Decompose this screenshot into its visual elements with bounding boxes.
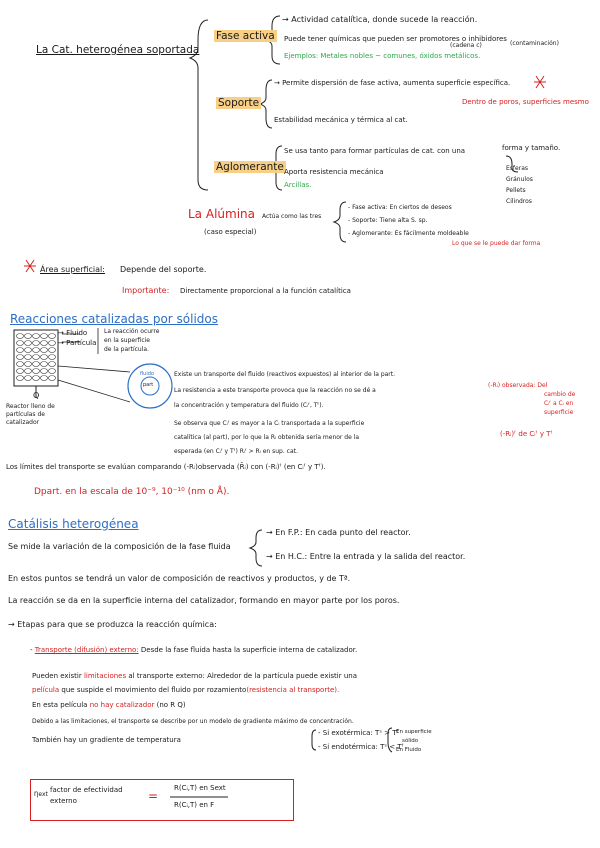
soporte-line1: → Permite dispersión de fase activa, aumenta superficie específica.: [274, 79, 511, 87]
label-fase-activa: Fase activa: [216, 30, 275, 42]
alumina-item-3: - Aglomerante: Es fácilmente moldeable: [348, 230, 469, 237]
reactor-caption-1: Reactor lleno de: [6, 403, 55, 410]
side-note-1: La reacción ocurre: [104, 328, 160, 335]
section-title-reacciones: Reacciones catalizadas por sólidos: [10, 312, 219, 326]
alumina-item-1: - Fase activa: En ciertos de deseos: [348, 204, 452, 211]
side-note-2: en la superficie: [104, 337, 150, 344]
eta-prefix: Ƞext: [34, 791, 48, 798]
alumina-desc2: (caso especial): [204, 228, 257, 236]
s3-tambien: También hay un gradiente de temperatura: [32, 736, 181, 744]
form-granulos: Gránulos: [506, 176, 533, 183]
s3-debido: Debido a las limitaciones, el transporte se describe por un modelo de gradiente máximo de concentración.: [32, 718, 354, 725]
s3-pelicula-text: que suspide el movimiento del fluido por rozamiento: [61, 686, 247, 694]
area-text: Depende del soporte.: [120, 265, 207, 274]
side-note-3: de la partícula.: [104, 346, 149, 353]
aglomerante-line1-end: forma y tamaño.: [502, 144, 561, 152]
s3-enesta-red: no hay catalizador: [89, 701, 155, 709]
red-right-2: cambio de: [544, 391, 576, 398]
s3-pelicula: [32, 686, 339, 694]
s3-hc: → En H.C.: Entre la entrada y la salida del reactor.: [266, 552, 466, 561]
s3-plim: [32, 672, 357, 680]
s3-plim-red: limitaciones: [83, 672, 127, 680]
alumina-title: La Alúmina: [188, 207, 255, 221]
section-title-catalisis: Catálisis heterogénea: [8, 517, 139, 531]
form-cilindros: Cilindros: [506, 198, 532, 205]
s3-plim-a: Pueden existir: [32, 672, 82, 680]
importante-label: Importante:: [122, 286, 170, 295]
alumina-item-2: - Soporte: Tiene alta S. sp.: [348, 217, 428, 224]
s3-item1: - Transporte (difusión) externo: Desde la fase fluida hasta la superficie interna de catalizador.: [30, 646, 358, 654]
red-right-3: Cᵢᶠ a Cᵢ en: [544, 400, 574, 407]
form-pellets: Pellets: [506, 187, 526, 194]
area-label: Área superficial:: [40, 265, 105, 274]
fase-activa-line1: → Actividad catalítica, donde sucede la reacción.: [282, 15, 478, 24]
fase-activa-note-a: (cadena c): [450, 42, 482, 49]
reactor-caption-2: partículas de: [6, 411, 45, 418]
fase-activa-examples: Ejemplos: Metales nobles ~ comunes, óxidos metálicos.: [284, 52, 481, 60]
red-right-2b: (-Rᵢ)ᶠ de Cᵢᶠ y Tᶠ: [500, 430, 553, 438]
s3-pelicula-red: película: [32, 686, 60, 694]
label-particula: → Partícula: [58, 339, 97, 347]
s3-item1-red: Transporte (difusión) externo:: [34, 646, 139, 654]
s3-side-2: sólido: [402, 738, 419, 744]
s3-endo: - Si endotérmica: Tˢ < Tᶠ: [318, 743, 404, 751]
p1-line3: la concentración y temperatura del fluido (Cᵢᶠ, Tᶠ).: [174, 402, 324, 409]
eta-denominator: R(Cᵢ,T) en F: [174, 801, 215, 809]
aglomerante-line1: Se usa tanto para formar partículas de cat. con una: [284, 147, 466, 155]
soporte-red-note: Dentro de poros, superficies mesmo: [462, 98, 589, 106]
q-label: Q: [33, 391, 40, 400]
eta-label-2: externo: [50, 797, 77, 805]
s3-intro: Se mide la variación de la composición de la fase fluida: [8, 542, 231, 551]
p2-line2: catalítica (al part), por lo que la Rᵢ obtenida sería menor de la: [174, 434, 360, 441]
eta-label-1: factor de efectividad: [50, 786, 123, 794]
s3-enesta-a: En esta película: [32, 701, 88, 709]
reactor-caption-3: catalizador: [6, 419, 40, 426]
s3-enesta: [32, 701, 186, 709]
soporte-line2: Estabilidad mecánica y térmica al cat.: [274, 116, 408, 124]
s3-exo: - Si exotérmica: Tˢ > Tᶠ: [318, 729, 399, 737]
p2-line3: esperada (en Cᵢᶠ y Tᶠ) Rᵢᶠ > Rᵢ en sup. cat.: [174, 448, 298, 455]
aglomerante-line3: Arcillas.: [284, 181, 312, 189]
label-soporte: Soporte: [218, 97, 260, 109]
circle-label-fluido: fluido: [140, 371, 154, 377]
aglomerante-line2: Aporta resistencia mecánica: [284, 168, 384, 176]
p1-line1: Existe un transporte del fluido (reactivos expuestos) al interior de la part.: [174, 371, 396, 378]
s3-line2: En estos puntos se tendrá un valor de composición de reactivos y productos, y de Tª.: [8, 574, 351, 583]
p2-line1: Se observa que Cᵢᶠ es mayor a la Cᵢ transportada a la superficie: [174, 420, 365, 427]
line-limits: Los límites del transporte se evalúan comparando (-Rᵢ)observada (R̄ᵢ) con (-Rᵢ)ᶠ (en Cᵢᶠ y Tᶠ).: [6, 463, 326, 471]
circle-label-part: part: [143, 382, 154, 388]
s3-fp: → En F.P.: En cada punto del reactor.: [266, 528, 411, 537]
label-aglomerante: Aglomerante: [216, 161, 284, 173]
alumina-note: Lo que se le puede dar forma: [452, 240, 541, 247]
s3-enesta-b: (no R Q): [156, 701, 186, 709]
fase-activa-note-b: (contaminación): [510, 40, 559, 47]
dpart-line: Dpart. en la escala de 10⁻⁹, 10⁻¹⁰ (nm o Å).: [34, 487, 230, 497]
form-esferas: Esferas: [506, 165, 528, 172]
label-fluido: → Fluido: [58, 329, 88, 337]
s3-etapas: → Etapas para que se produzca la reacción química:: [8, 620, 217, 629]
eta-numerator: R(Cᵢ,T) en Sext: [174, 784, 226, 792]
fase-activa-line2: Puede tener químicas que pueden ser promotores o inhibidores: [284, 35, 507, 43]
section-title-cat-heterogenea: La Cat. heterogénea soportada: [36, 44, 200, 56]
s3-item1-text: Desde la fase fluida hasta la superficie interna de catalizador.: [140, 646, 358, 654]
s3-line3: La reacción se da en la superficie interna del catalizador, formando en mayor parte por los poros.: [8, 596, 400, 605]
red-right-4: superficie: [544, 409, 574, 416]
p1-line2: La resistencia a este transporte provoca que la reacción no se dé a: [174, 387, 376, 394]
eta-equals: =: [148, 789, 159, 803]
s3-plim-b: al transporte externo: Alrededor de la partícula puede existir una: [128, 672, 358, 680]
red-right-1: (-Rᵢ) observada: Del: [488, 382, 548, 389]
alumina-desc: Actúa como las tres: [262, 213, 322, 220]
s3-side-1: En superficie: [396, 729, 432, 735]
s3-side-3: En Fluido: [396, 747, 422, 753]
importante-text: Directamente proporcional a la función catalítica: [180, 287, 351, 295]
s3-pelicula-red2: (resistencia al transporte).: [246, 686, 340, 694]
